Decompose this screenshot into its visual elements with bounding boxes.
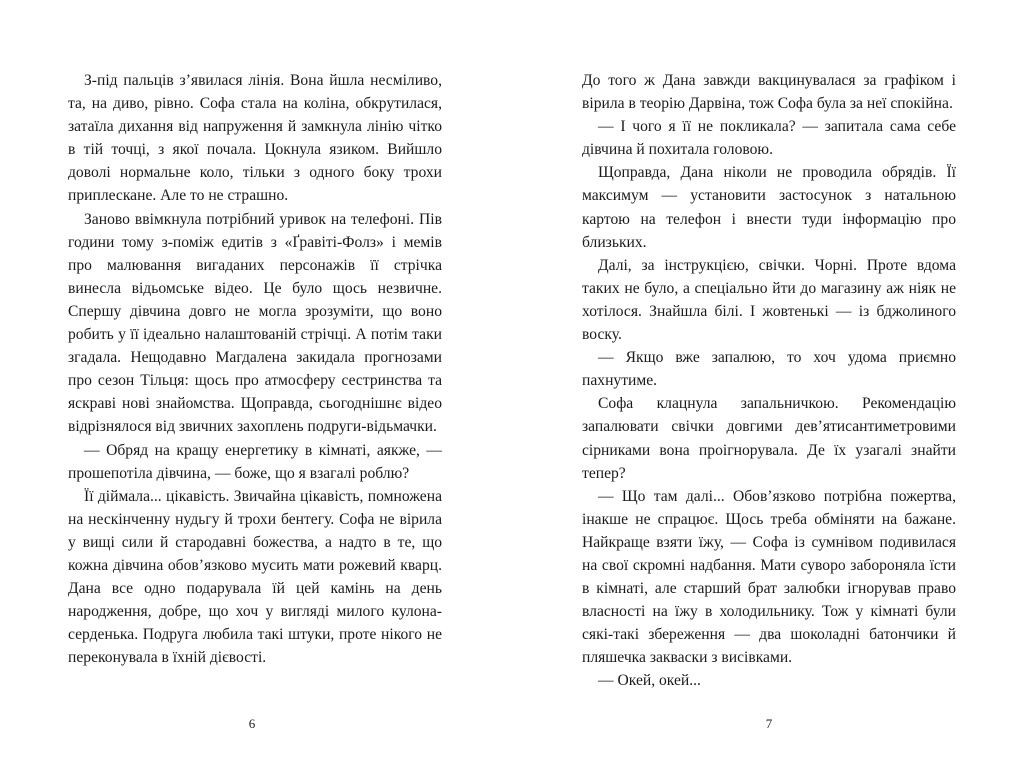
paragraph: Її діймала... цікавість. Звичайна цікавість, помножена на нескінченну нудьгу й трохи бентегу. Софа не вірила у вищі сили й стародавні божества, а надто в те, що кожна дівчина обов’язково мусить мати рожевий кварц. Дана все одно подарувала їй цей камінь на день народження, добре, що хоч у вигляді милого кулона-серденька. Подруга любила такі штуки, проте нікого не переконувала в їхній дієвості.	[68, 487, 442, 667]
right-page-text	[582, 69, 956, 693]
paragraph: — Окей, окей...	[598, 672, 701, 690]
paragraph: — Якщо вже запалюю, то хоч удома приємно пахнутиме.	[582, 349, 956, 390]
page-number: 6	[248, 716, 256, 731]
paragraph: До того ж Дана завжди вакцинувалася за графіком і вірила в теорію Дарвіна, тож Софа була за неї спокійна.	[582, 72, 956, 113]
paragraph: Щоправда, Дана ніколи не проводила обрядів. Її максимум — установити застосунок з натальною картою на телефон і внести туди інформацію про близьких.	[582, 164, 956, 251]
paragraph: Далі, за інструкцією, свічки. Чорні. Проте вдома таких не було, а спеціально йти до магазину аж ніяк не хотілося. Знайшла білі. І жовтенькі — із бджолиного воску.	[582, 256, 956, 344]
paragraph: — Що там далі... Обов’язково потрібна пожертва, інакше не спрацює. Щось треба обміняти на бажане. Найкраще взяти їжу, — Софа із сумнівом подивилася на свої скромні надбання. Мати суворо забороняла їсти в кімнаті, але старший брат залюбки ігнорував право власності на їжу в холодильнику. Тож у кімнаті були сякі-такі збереження — два шоколадні батончики й пляшечка закваски з висівками.	[582, 487, 956, 667]
page-number: 7	[765, 716, 773, 731]
paragraph: З-під пальців з’явилася лінія. Вона йшла несміливо, та, на диво, рівно. Софа стала на коліна, обкрутилася, затаїла дихання від напруження й замкнула лінію чітко в тій точці, з якої почала. Цокнула язиком. Вийшло доволі нормальне коло, тільки з одного боку трохи приплескане. Але то не страшно.	[68, 72, 442, 205]
left-page-text	[68, 69, 442, 669]
paragraph: Софа клацнула запальничкою. Рекомендацію запалювати свічки довгими дев’ятисантиметровими сірниками вона проігнорувала. Де їх узагалі знайти тепер?	[582, 395, 956, 482]
paragraph: — Обряд на кращу енергетику в кімнаті, аякже, — прошепотіла дівчина, — боже, що я взагалі роблю?	[68, 441, 442, 482]
paragraph: Заново ввімкнула потрібний уривок на телефоні. Пів години тому з-поміж едитів з «Ґравіті-Фолз» і мемів про малювання вигаданих персонажів її стрічка винесла відьомське відео. Це було щось незвичне. Спершу дівчина довго не могла зрозуміти, що воно робить у її ідеально налаштованій стрічці. А потім таки згадала. Нещодавно Магдалена закидала прогнозами про сезон Тільця: щось про атмосферу сестринства та яскраві нові знайомства. Щоправда, сьогоднішнє відео відрізнялося від звичних захоплень подруги-відьмачки.	[68, 210, 442, 436]
paragraph: — І чого я її не покликала? — запитала сама себе дівчина й похитала головою.	[582, 118, 956, 159]
